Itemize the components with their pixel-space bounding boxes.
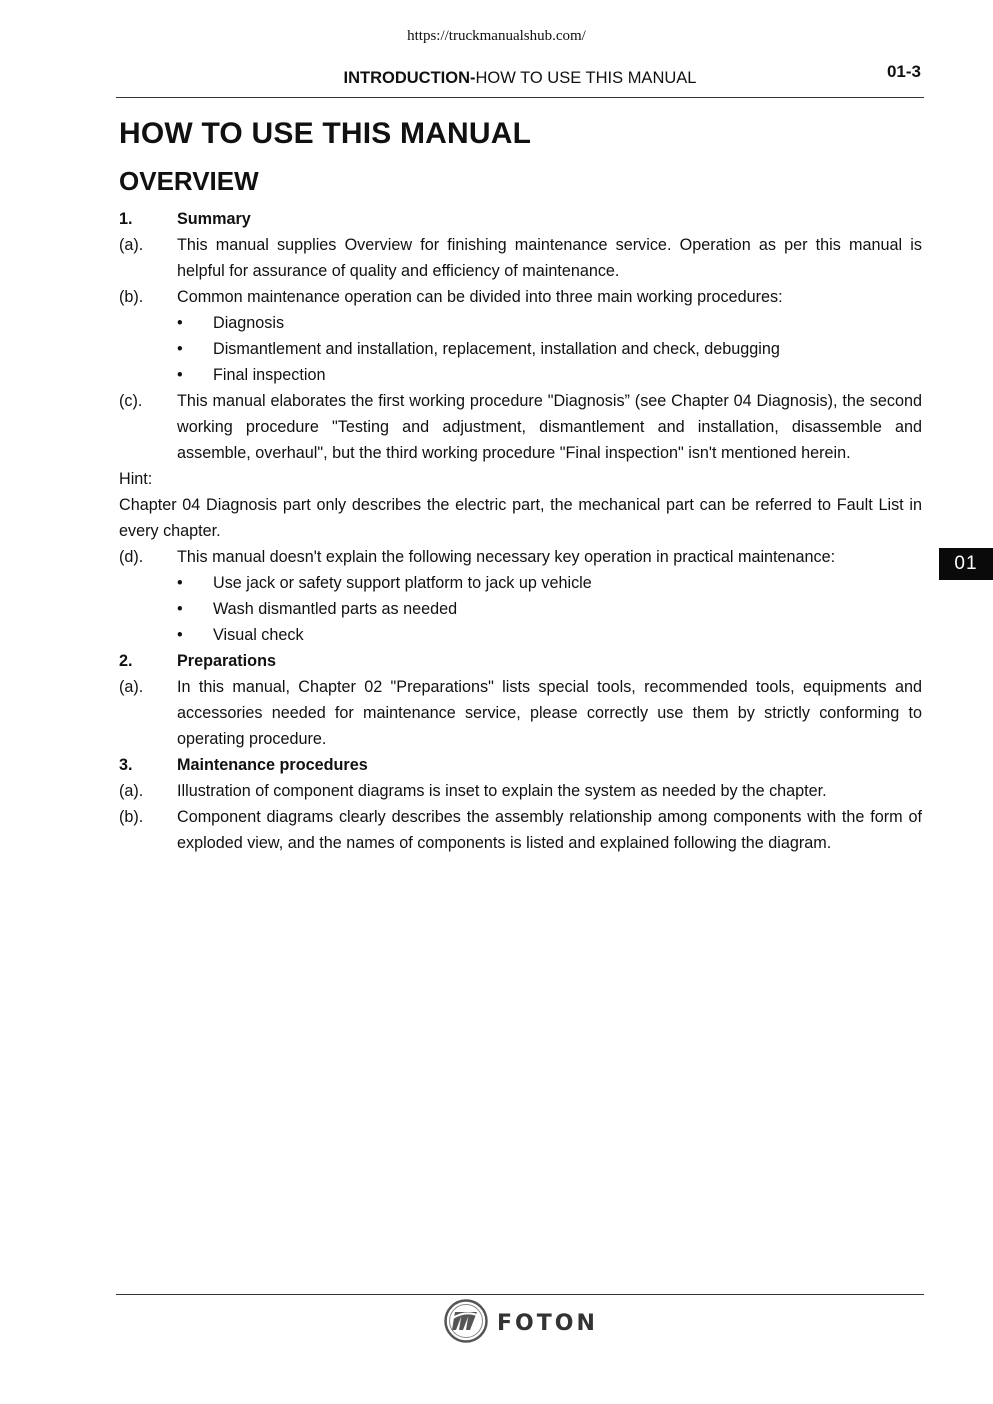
bullet-item [119, 310, 922, 336]
footer-logo [443, 1298, 598, 1349]
running-header-section: INTRODUCTION- [343, 69, 476, 87]
bullet-item [119, 622, 922, 648]
item-label: (b). [119, 808, 144, 826]
bullet-glyph: • [177, 574, 183, 592]
bullet-glyph: • [177, 626, 183, 644]
bullet-text: Wash dismantled parts as needed [213, 600, 458, 618]
bullet-glyph: • [177, 600, 183, 618]
foton-logo-text: FOTON [497, 1311, 598, 1336]
source-url: https://truckmanualshub.com/ [407, 28, 586, 44]
list-item [119, 544, 922, 570]
item-label: (d). [119, 548, 144, 566]
item-text: Illustration of component diagrams is inset to explain the system as needed by the chapter. [177, 782, 827, 800]
section-number: 2. [119, 652, 133, 670]
bullet-item [119, 336, 922, 362]
item-text: Component diagrams clearly describes the assembly relationship among components with the form of exploded view, and the names of components is listed and explained following the diagram. [177, 808, 922, 852]
page-content [119, 106, 922, 856]
item-text: This manual supplies Overview for finishing maintenance service. Operation as per this manual is helpful for assurance of quality and efficiency of maintenance. [177, 236, 922, 280]
section-heading-text: Summary [177, 210, 251, 228]
bullet-text: Diagnosis [213, 314, 285, 332]
section-number: 1. [119, 210, 133, 228]
foton-logo-icon [443, 1298, 489, 1349]
section-heading [119, 206, 922, 232]
page-number: 01-3 [886, 62, 921, 81]
bullet-text: Dismantlement and installation, replacement, installation and check, debugging [213, 340, 780, 358]
bullet-text: Final inspection [213, 366, 326, 384]
bullet-text: Use jack or safety support platform to jack up vehicle [213, 574, 592, 592]
header-divider [116, 97, 924, 98]
bullet-text: Visual check [213, 626, 304, 644]
section-number: 3. [119, 756, 133, 774]
bullet-item [119, 362, 922, 388]
item-text: This manual elaborates the first working procedure "Diagnosis” (see Chapter 04 Diagnosis), the second working procedure "Testing and adjustment, dismantlement and installation, disassemble and assemble, overhaul", but the third working procedure "Final inspection" isn't mentioned herein. [177, 392, 922, 462]
hint-text: Chapter 04 Diagnosis part only describes the electric part, the mechanical part can be referred to Fault List in every chapter. [119, 496, 922, 540]
item-text: This manual doesn't explain the following necessary key operation in practical maintenance: [177, 548, 836, 566]
page-title: HOW TO USE THIS MANUAL [119, 117, 532, 150]
bullet-glyph: • [177, 366, 183, 384]
list-item [119, 778, 922, 804]
running-header-title: HOW TO USE THIS MANUAL [475, 69, 697, 87]
bullet-glyph: • [177, 340, 183, 358]
bullet-item [119, 570, 922, 596]
list-item [119, 232, 922, 284]
chapter-tab: 01 [939, 548, 993, 580]
list-item [119, 284, 922, 310]
section-heading [119, 752, 922, 778]
running-header [0, 69, 993, 88]
hint-label: Hint: [119, 470, 153, 488]
list-item [119, 388, 922, 466]
item-label: (a). [119, 782, 144, 800]
item-label: (b). [119, 288, 144, 306]
bullet-glyph: • [177, 314, 183, 332]
item-text: In this manual, Chapter 02 "Preparations" lists special tools, recommended tools, equipments and accessories needed for maintenance service, please correctly use them by strictly conforming to operating procedure. [177, 678, 922, 748]
item-label: (c). [119, 392, 143, 410]
footer-divider [116, 1294, 924, 1295]
section-heading-text: Preparations [177, 652, 276, 670]
list-item [119, 804, 922, 856]
list-item [119, 674, 922, 752]
bullet-item [119, 596, 922, 622]
section-heading-text: Maintenance procedures [177, 756, 368, 774]
item-label: (a). [119, 678, 144, 696]
item-label: (a). [119, 236, 144, 254]
section-title: OVERVIEW [119, 166, 259, 196]
item-text: Common maintenance operation can be divided into three main working procedures: [177, 288, 783, 306]
section-heading [119, 648, 922, 674]
